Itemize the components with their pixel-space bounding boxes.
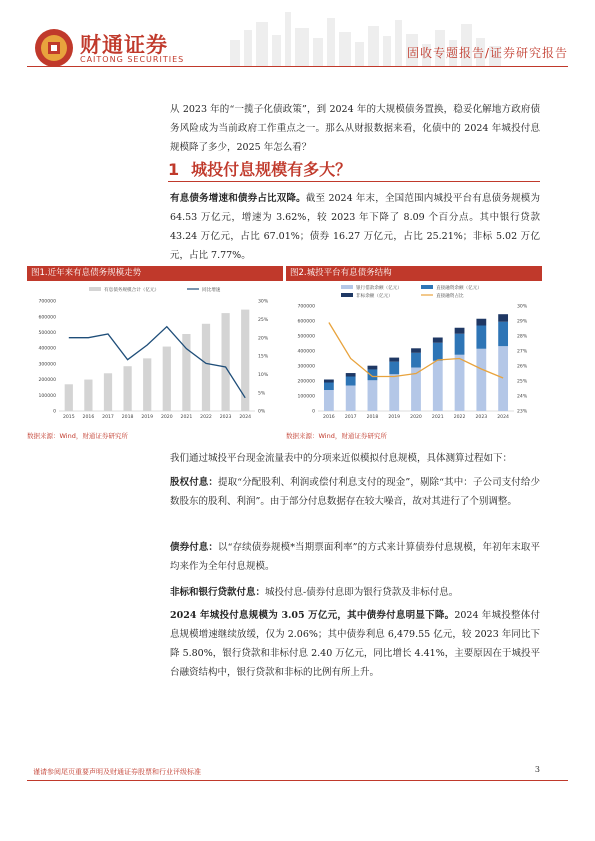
x-tick-label: 2023: [475, 415, 488, 420]
bar-segment: [455, 334, 465, 355]
y2-tick-label: 26%: [517, 364, 528, 370]
y-tick-label: 100000: [297, 394, 315, 400]
series-line: [69, 327, 245, 398]
x-tick-label: 2015: [62, 415, 75, 420]
bar-segment: [411, 353, 421, 368]
equity-interest-paragraph: [170, 473, 540, 511]
y2-tick-label: 29%: [517, 319, 528, 325]
bond-interest-text: 以“存续债券规模*当期票面利率”的方式来计算债券付息规模，年初年末取平均来作为全年付息规模。: [170, 542, 540, 572]
interest-2024-paragraph: [170, 606, 540, 682]
legend-label: 有息债务规模合计（亿元）: [104, 288, 160, 293]
y-tick-label: 100000: [38, 393, 56, 399]
bar-segment: [433, 338, 443, 343]
x-tick-label: 2020: [160, 415, 173, 420]
chart-debt-scale-plot: [27, 281, 283, 431]
y-tick-label: 400000: [297, 349, 315, 355]
bar-segment: [346, 373, 356, 376]
chart-source: 数据来源：Wind，财通证券研究所: [286, 432, 387, 440]
bar: [65, 384, 73, 411]
y-tick-label: 500000: [38, 331, 56, 337]
bar-segment: [389, 362, 399, 375]
bar: [221, 313, 229, 411]
section-title: 城投付息规模有多大？: [191, 160, 352, 179]
equity-interest-text: 提取“分配股利、利润或偿付利息支付的现金”，剔除“其中：子公司支付给少数股东的股利、利润”。由于部分付息数据存在较大噪音，故对其进行了个别调整。: [170, 477, 540, 507]
bar-segment: [476, 326, 486, 349]
header-divider: [27, 66, 568, 67]
chart-source: 数据来源：Wind，财通证券研究所: [27, 432, 128, 440]
bar-segment: [455, 328, 465, 334]
legend-swatch: [341, 285, 353, 289]
interest-2024-text: 2024 年城投整体付息规模增速继续放缓，仅为 2.06%；其中债券利息 6,479.55 亿元，较 2023 年同比下降 5.80%，银行贷款和非标付息 2.40 万亿元，同比增长 4.41%，主要原因在于城投平台融资结构中，银行贷款和非标的比例有所上升。: [170, 610, 540, 678]
y2-tick-label: 15%: [258, 354, 269, 360]
x-tick-label: 2019: [141, 415, 154, 420]
y2-tick-label: 24%: [517, 394, 528, 400]
section-heading: [168, 157, 540, 181]
x-tick-label: 2021: [180, 415, 193, 420]
y2-tick-label: 0%: [258, 409, 266, 415]
bar: [241, 310, 249, 411]
footer-divider: [27, 780, 568, 781]
bar-segment: [389, 374, 399, 411]
page-header: [0, 0, 595, 92]
bar: [123, 366, 131, 411]
bar-segment: [498, 322, 508, 346]
bar-segment: [368, 369, 378, 380]
legend-label: 银行借款余额（亿元）: [356, 286, 402, 291]
nonstd-interest-lead: 非标和银行贷款付息：: [170, 587, 266, 598]
x-tick-label: 2017: [344, 415, 357, 420]
legend-swatch: [89, 287, 101, 291]
x-tick-label: 2017: [102, 415, 114, 420]
x-tick-label: 2018: [121, 415, 134, 420]
chart-title: 图1.近年来有息债务规模走势: [27, 266, 283, 281]
footer-disclaimer: 谨请参阅尾页重要声明及财通证券股票和行业评级标准: [33, 768, 201, 776]
bar-segment: [324, 380, 334, 383]
method-paragraph: 我们通过城投平台现金流量表中的分项来近似模拟付息规模，具体测算过程如下：: [170, 453, 513, 464]
y-tick-label: 700000: [297, 304, 315, 310]
bar: [202, 324, 210, 411]
debt-summary-paragraph: [170, 189, 540, 265]
x-tick-label: 2024: [497, 415, 509, 420]
x-tick-label: 2020: [410, 415, 422, 420]
y2-tick-label: 27%: [517, 349, 528, 355]
bar-segment: [498, 314, 508, 322]
y2-tick-label: 23%: [517, 409, 528, 415]
chart-debt-structure: [286, 266, 542, 428]
x-tick-label: 2016: [82, 415, 95, 420]
bar-segment: [324, 383, 334, 391]
y-tick-label: 200000: [38, 378, 56, 384]
y-tick-label: 700000: [38, 299, 56, 305]
x-tick-label: 2022: [200, 415, 212, 420]
chart-title: 图2.城投平台有息债务结构: [286, 266, 542, 281]
bar: [143, 358, 151, 411]
bar: [163, 347, 171, 411]
bar-segment: [346, 377, 356, 386]
x-tick-label: 2016: [323, 415, 335, 420]
bar-segment: [498, 346, 508, 411]
company-name-cn: 财通证券: [80, 33, 168, 57]
bar: [104, 373, 112, 411]
debt-summary-text: 截至 2024 年末，全国范围内城投平台有息债务规模为 64.53 万亿元，增速为 3.62%，较 2023 年下降了 8.09 个百分点。其中银行贷款 43.24 万亿元，占比 67.01%；债券 16.27 万亿元，占比 25.21%；非标 5.02 万亿元，占比 7.77%。: [170, 193, 540, 261]
section-number: 1: [168, 160, 180, 179]
bar-segment: [455, 355, 465, 411]
bar-segment: [346, 386, 356, 412]
interest-2024-lead: 2024 年城投付息规模为 3.05 万亿元，其中债券付息明显下降。: [170, 610, 455, 621]
report-type-label: 固收专题报告/证券研究报告: [406, 46, 568, 60]
nonstd-interest-text: 城投付息-债券付息即为银行贷款及非标付息。: [265, 587, 459, 598]
y-tick-label: 300000: [38, 362, 56, 368]
chart-debt-structure-plot: [286, 281, 542, 431]
legend-label: 同比增速: [202, 288, 221, 293]
bar-segment: [411, 348, 421, 353]
legend-swatch: [421, 285, 433, 289]
y-tick-label: 0: [312, 409, 315, 415]
bond-interest-lead: 债券付息：: [170, 542, 219, 553]
bar-segment: [476, 319, 486, 326]
bar-segment: [433, 343, 443, 361]
page-number: 3: [534, 765, 540, 774]
x-tick-label: 2018: [366, 415, 379, 420]
nonstd-interest-paragraph: [170, 583, 540, 602]
intro-paragraph: 从 2023 年的“一揽子化债政策”，到 2024 年的大规模债务置换，稳妥化解地方政府债务风险成为当前政府工作重点之一。那么从财报数据来看，化债中的 2024 年城投付息规模降了多少，2025 年怎么看？: [170, 104, 540, 153]
x-tick-label: 2019: [388, 415, 401, 420]
legend-label: 直接融资占比: [436, 294, 464, 299]
y2-tick-label: 25%: [517, 379, 528, 385]
bar: [84, 380, 92, 411]
section-divider: [168, 181, 540, 182]
y2-tick-label: 20%: [258, 336, 269, 342]
bar-segment: [476, 349, 486, 411]
legend-label: 非标余额（亿元）: [356, 294, 393, 299]
y-tick-label: 0: [53, 409, 56, 415]
y-tick-label: 200000: [297, 379, 315, 385]
bar-segment: [389, 358, 399, 362]
y2-tick-label: 25%: [258, 317, 269, 323]
y-tick-label: 600000: [38, 315, 56, 321]
y2-tick-label: 5%: [258, 391, 266, 397]
bar-segment: [324, 390, 334, 411]
debt-summary-lead: 有息债务增速和债券占比双降。: [170, 193, 306, 204]
bar-segment: [368, 380, 378, 411]
x-tick-label: 2024: [239, 415, 252, 420]
bond-interest-paragraph: [170, 538, 540, 576]
y-tick-label: 600000: [297, 319, 315, 325]
company-name-en: CAITONG SECURITIES: [80, 55, 185, 64]
legend-label: 直接融资余额（亿元）: [436, 286, 482, 291]
caitong-logo-icon: [33, 27, 75, 69]
bar-segment: [433, 361, 443, 411]
equity-interest-lead: 股权付息：: [170, 477, 219, 488]
x-tick-label: 2022: [453, 415, 466, 420]
y2-tick-label: 28%: [517, 334, 528, 340]
chart-debt-scale: [27, 266, 283, 428]
legend-swatch: [341, 293, 353, 297]
y-tick-label: 300000: [297, 364, 315, 370]
y2-tick-label: 30%: [517, 304, 528, 310]
y2-tick-label: 30%: [258, 299, 269, 305]
x-tick-label: 2023: [219, 415, 232, 420]
x-tick-label: 2021: [431, 415, 444, 420]
bar-segment: [368, 366, 378, 370]
y-tick-label: 500000: [297, 334, 315, 340]
y2-tick-label: 10%: [258, 372, 269, 378]
y-tick-label: 400000: [38, 346, 56, 352]
